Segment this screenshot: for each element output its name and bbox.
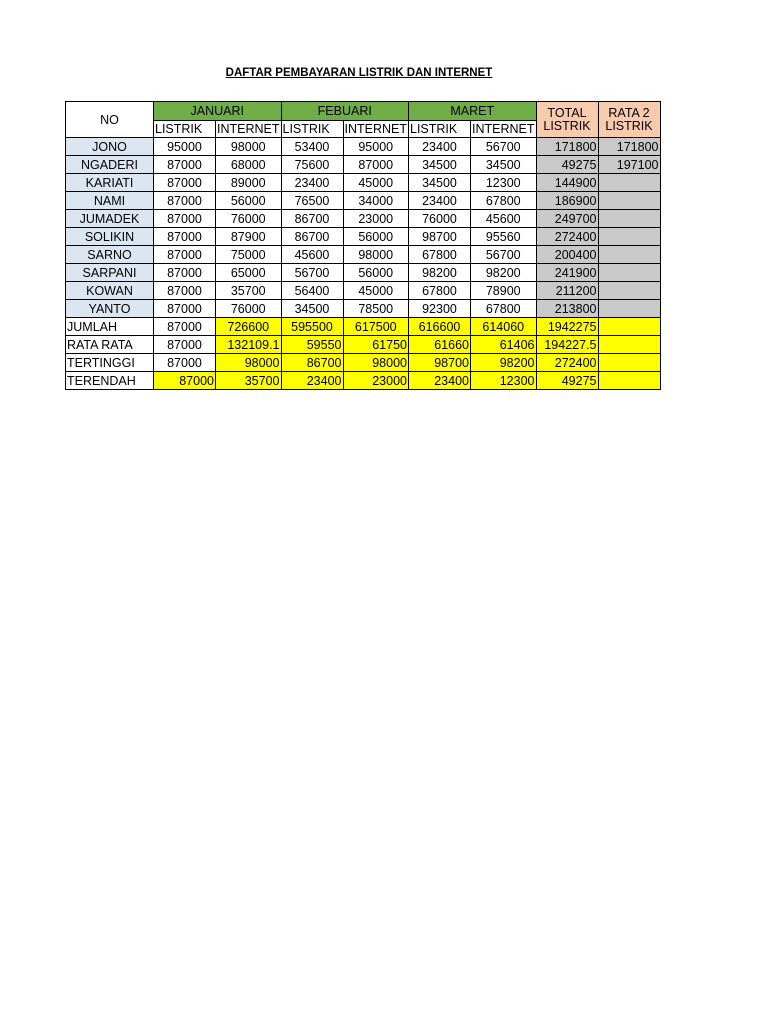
total-cell[interactable]: 272400 — [536, 228, 598, 246]
value-cell[interactable]: 89000 — [216, 174, 282, 192]
header-row-months — [66, 102, 661, 121]
summary-value-cell[interactable]: 23000 — [343, 372, 409, 390]
value-cell[interactable]: 76000 — [216, 210, 282, 228]
value-cell[interactable]: 23400 — [409, 138, 471, 156]
value-cell[interactable]: 98000 — [343, 246, 409, 264]
total-cell[interactable]: 213800 — [536, 300, 598, 318]
header-sub-cell[interactable]: INTERNET — [217, 122, 280, 136]
value-cell[interactable]: 34500 — [409, 174, 471, 192]
value-cell[interactable]: 87000 — [154, 174, 216, 192]
value-cell[interactable]: 56700 — [471, 138, 537, 156]
total-cell[interactable]: 49275 — [536, 156, 598, 174]
total-cell[interactable]: 186900 — [536, 192, 598, 210]
summary-value-cell[interactable]: 595500 — [281, 318, 343, 336]
summary-empty-cell[interactable] — [598, 372, 660, 390]
header-total-line2: LISTRIK — [543, 118, 591, 133]
table-row — [66, 228, 661, 246]
summary-label-cell[interactable]: TERENDAH — [66, 372, 154, 390]
value-cell[interactable]: 76000 — [409, 210, 471, 228]
value-cell[interactable]: 87900 — [216, 228, 282, 246]
summary-value-cell[interactable]: 61660 — [409, 336, 471, 354]
value-cell[interactable]: 23400 — [281, 174, 343, 192]
table-row — [66, 246, 661, 264]
summary-value-cell[interactable]: 35700 — [216, 372, 282, 390]
value-cell[interactable]: 98000 — [216, 138, 282, 156]
row-name-cell[interactable]: KARIATI — [66, 174, 154, 192]
summary-value-cell[interactable]: 23400 — [409, 372, 471, 390]
value-cell[interactable]: 78900 — [471, 282, 537, 300]
value-cell[interactable]: 87000 — [154, 156, 216, 174]
header-sub-cell[interactable]: INTERNET — [472, 122, 535, 136]
summary-value-cell[interactable]: 61750 — [343, 336, 409, 354]
summary-label-cell[interactable]: RATA RATA — [66, 336, 154, 354]
header-month-febuari[interactable]: FEBUARI — [281, 102, 409, 121]
row-name-cell[interactable]: SOLIKIN — [66, 228, 154, 246]
value-cell[interactable]: 56700 — [281, 264, 343, 282]
value-cell[interactable]: 56000 — [216, 192, 282, 210]
summary-value-cell[interactable]: 87000 — [154, 372, 216, 390]
value-cell[interactable]: 87000 — [154, 264, 216, 282]
summary-value-cell[interactable]: 132109.1 — [216, 336, 282, 354]
value-cell[interactable]: 87000 — [154, 300, 216, 318]
table-row — [66, 174, 661, 192]
value-cell[interactable]: 34500 — [409, 156, 471, 174]
summary-label-cell[interactable]: JUMLAH — [66, 318, 154, 336]
header-total-line1: TOTAL — [547, 105, 587, 120]
row-name-cell[interactable]: YANTO — [66, 300, 154, 318]
value-cell[interactable]: 95000 — [154, 138, 216, 156]
summary-total-cell[interactable]: 1942275 — [536, 318, 598, 336]
value-cell[interactable]: 87000 — [154, 228, 216, 246]
summary-row — [66, 318, 661, 336]
value-cell[interactable]: 65000 — [216, 264, 282, 282]
value-cell[interactable]: 98700 — [409, 228, 471, 246]
table-row — [66, 156, 661, 174]
header-month-maret[interactable]: MARET — [409, 102, 537, 121]
value-cell[interactable]: 53400 — [281, 138, 343, 156]
header-total-listrik[interactable] — [536, 102, 598, 138]
value-cell[interactable]: 34500 — [281, 300, 343, 318]
avg-cell[interactable] — [598, 228, 660, 246]
avg-cell[interactable] — [598, 192, 660, 210]
value-cell[interactable]: 78500 — [343, 300, 409, 318]
row-name-cell[interactable]: JUMADEK — [66, 210, 154, 228]
value-cell[interactable]: 98200 — [471, 264, 537, 282]
value-cell[interactable]: 56700 — [471, 246, 537, 264]
summary-value-cell[interactable]: 59550 — [281, 336, 343, 354]
value-cell[interactable]: 76000 — [216, 300, 282, 318]
summary-label-cell[interactable]: TERTINGGI — [66, 354, 154, 372]
summary-value-cell[interactable]: 726600 — [216, 318, 282, 336]
total-cell[interactable]: 241900 — [536, 264, 598, 282]
value-cell[interactable]: 12300 — [471, 174, 537, 192]
summary-value-cell[interactable]: 86700 — [281, 354, 343, 372]
avg-cell[interactable] — [598, 210, 660, 228]
summary-row — [66, 336, 661, 354]
value-cell[interactable]: 87000 — [154, 210, 216, 228]
total-cell[interactable]: 211200 — [536, 282, 598, 300]
summary-empty-cell[interactable] — [598, 318, 660, 336]
value-cell[interactable]: 75600 — [281, 156, 343, 174]
sheet-title: DAFTAR PEMBAYARAN LISTRIK DAN INTERNET — [225, 67, 493, 79]
value-cell[interactable]: 23400 — [409, 192, 471, 210]
summary-value-cell[interactable]: 23400 — [281, 372, 343, 390]
summary-empty-cell[interactable] — [598, 336, 660, 354]
total-cell[interactable]: 171800 — [536, 138, 598, 156]
summary-value-cell[interactable]: 98700 — [409, 354, 471, 372]
summary-empty-cell[interactable] — [598, 354, 660, 372]
value-cell[interactable]: 86700 — [281, 210, 343, 228]
data-rows — [66, 138, 661, 318]
summary-value-cell[interactable]: 98000 — [343, 354, 409, 372]
value-cell[interactable]: 45600 — [471, 210, 537, 228]
value-cell[interactable]: 95560 — [471, 228, 537, 246]
value-cell[interactable]: 45600 — [281, 246, 343, 264]
value-cell[interactable]: 34500 — [471, 156, 537, 174]
avg-cell[interactable] — [598, 246, 660, 264]
summary-value-cell[interactable]: 12300 — [471, 372, 537, 390]
header-sub-cell[interactable]: LISTRIK — [409, 121, 471, 138]
value-cell[interactable]: 56400 — [281, 282, 343, 300]
value-cell[interactable]: 34000 — [343, 192, 409, 210]
value-cell[interactable]: 67800 — [409, 282, 471, 300]
total-cell[interactable]: 200400 — [536, 246, 598, 264]
value-cell[interactable]: 67800 — [409, 246, 471, 264]
value-cell[interactable]: 87000 — [154, 282, 216, 300]
table-row — [66, 300, 661, 318]
value-cell[interactable]: 45000 — [343, 174, 409, 192]
value-cell[interactable]: 95000 — [343, 138, 409, 156]
summary-value-cell[interactable]: 617500 — [343, 318, 409, 336]
table-row — [66, 192, 661, 210]
summary-value-cell[interactable]: 616600 — [409, 318, 471, 336]
summary-value-cell[interactable]: 87000 — [154, 336, 216, 354]
value-cell[interactable]: 87000 — [154, 192, 216, 210]
table-row — [66, 264, 661, 282]
payment-table — [65, 101, 661, 390]
row-name-cell[interactable]: SARNO — [66, 246, 154, 264]
row-name-cell[interactable]: KOWAN — [66, 282, 154, 300]
value-cell[interactable]: 87000 — [343, 156, 409, 174]
header-sub-cell[interactable]: LISTRIK — [281, 121, 343, 138]
avg-cell[interactable]: 171800 — [598, 138, 660, 156]
summary-value-cell[interactable]: 61406 — [471, 336, 537, 354]
table-row — [66, 282, 661, 300]
value-cell[interactable]: 35700 — [216, 282, 282, 300]
summary-row — [66, 354, 661, 372]
value-cell[interactable]: 23000 — [343, 210, 409, 228]
row-name-cell[interactable]: NAMI — [66, 192, 154, 210]
value-cell[interactable]: 56000 — [343, 264, 409, 282]
value-cell[interactable]: 45000 — [343, 282, 409, 300]
total-cell[interactable]: 144900 — [536, 174, 598, 192]
avg-cell[interactable] — [598, 300, 660, 318]
avg-cell[interactable] — [598, 264, 660, 282]
value-cell[interactable]: 67800 — [471, 192, 537, 210]
value-cell[interactable]: 98200 — [409, 264, 471, 282]
summary-rows — [66, 318, 661, 390]
summary-value-cell[interactable]: 98000 — [216, 354, 282, 372]
value-cell[interactable]: 67800 — [471, 300, 537, 318]
table-row — [66, 210, 661, 228]
header-avg-line1: RATA 2 — [608, 105, 650, 120]
row-name-cell[interactable]: JONO — [66, 138, 154, 156]
avg-cell[interactable]: 197100 — [598, 156, 660, 174]
header-no[interactable]: NO — [66, 102, 154, 138]
value-cell[interactable]: 86700 — [281, 228, 343, 246]
row-name-cell[interactable]: SARPANI — [66, 264, 154, 282]
row-name-cell[interactable]: NGADERI — [66, 156, 154, 174]
summary-row — [66, 372, 661, 390]
header-month-januari[interactable]: JANUARI — [154, 102, 282, 121]
summary-value-cell[interactable]: 614060 — [471, 318, 537, 336]
summary-value-cell[interactable]: 98200 — [471, 354, 537, 372]
total-cell[interactable]: 249700 — [536, 210, 598, 228]
value-cell[interactable]: 68000 — [216, 156, 282, 174]
summary-total-cell[interactable]: 194227.5 — [536, 336, 598, 354]
avg-cell[interactable] — [598, 282, 660, 300]
header-avg-line2: LISTRIK — [605, 118, 653, 133]
value-cell[interactable]: 56000 — [343, 228, 409, 246]
table-row — [66, 138, 661, 156]
summary-total-cell[interactable]: 49275 — [536, 372, 598, 390]
value-cell[interactable]: 87000 — [154, 246, 216, 264]
header-rata2-listrik[interactable] — [598, 102, 660, 138]
header-sub-cell[interactable]: LISTRIK — [154, 121, 216, 138]
value-cell[interactable]: 92300 — [409, 300, 471, 318]
header-sub-cell[interactable]: INTERNET — [344, 122, 407, 136]
avg-cell[interactable] — [598, 174, 660, 192]
value-cell[interactable]: 76500 — [281, 192, 343, 210]
summary-total-cell[interactable]: 272400 — [536, 354, 598, 372]
value-cell[interactable]: 75000 — [216, 246, 282, 264]
summary-value-cell[interactable]: 87000 — [154, 318, 216, 336]
summary-value-cell[interactable]: 87000 — [154, 354, 216, 372]
